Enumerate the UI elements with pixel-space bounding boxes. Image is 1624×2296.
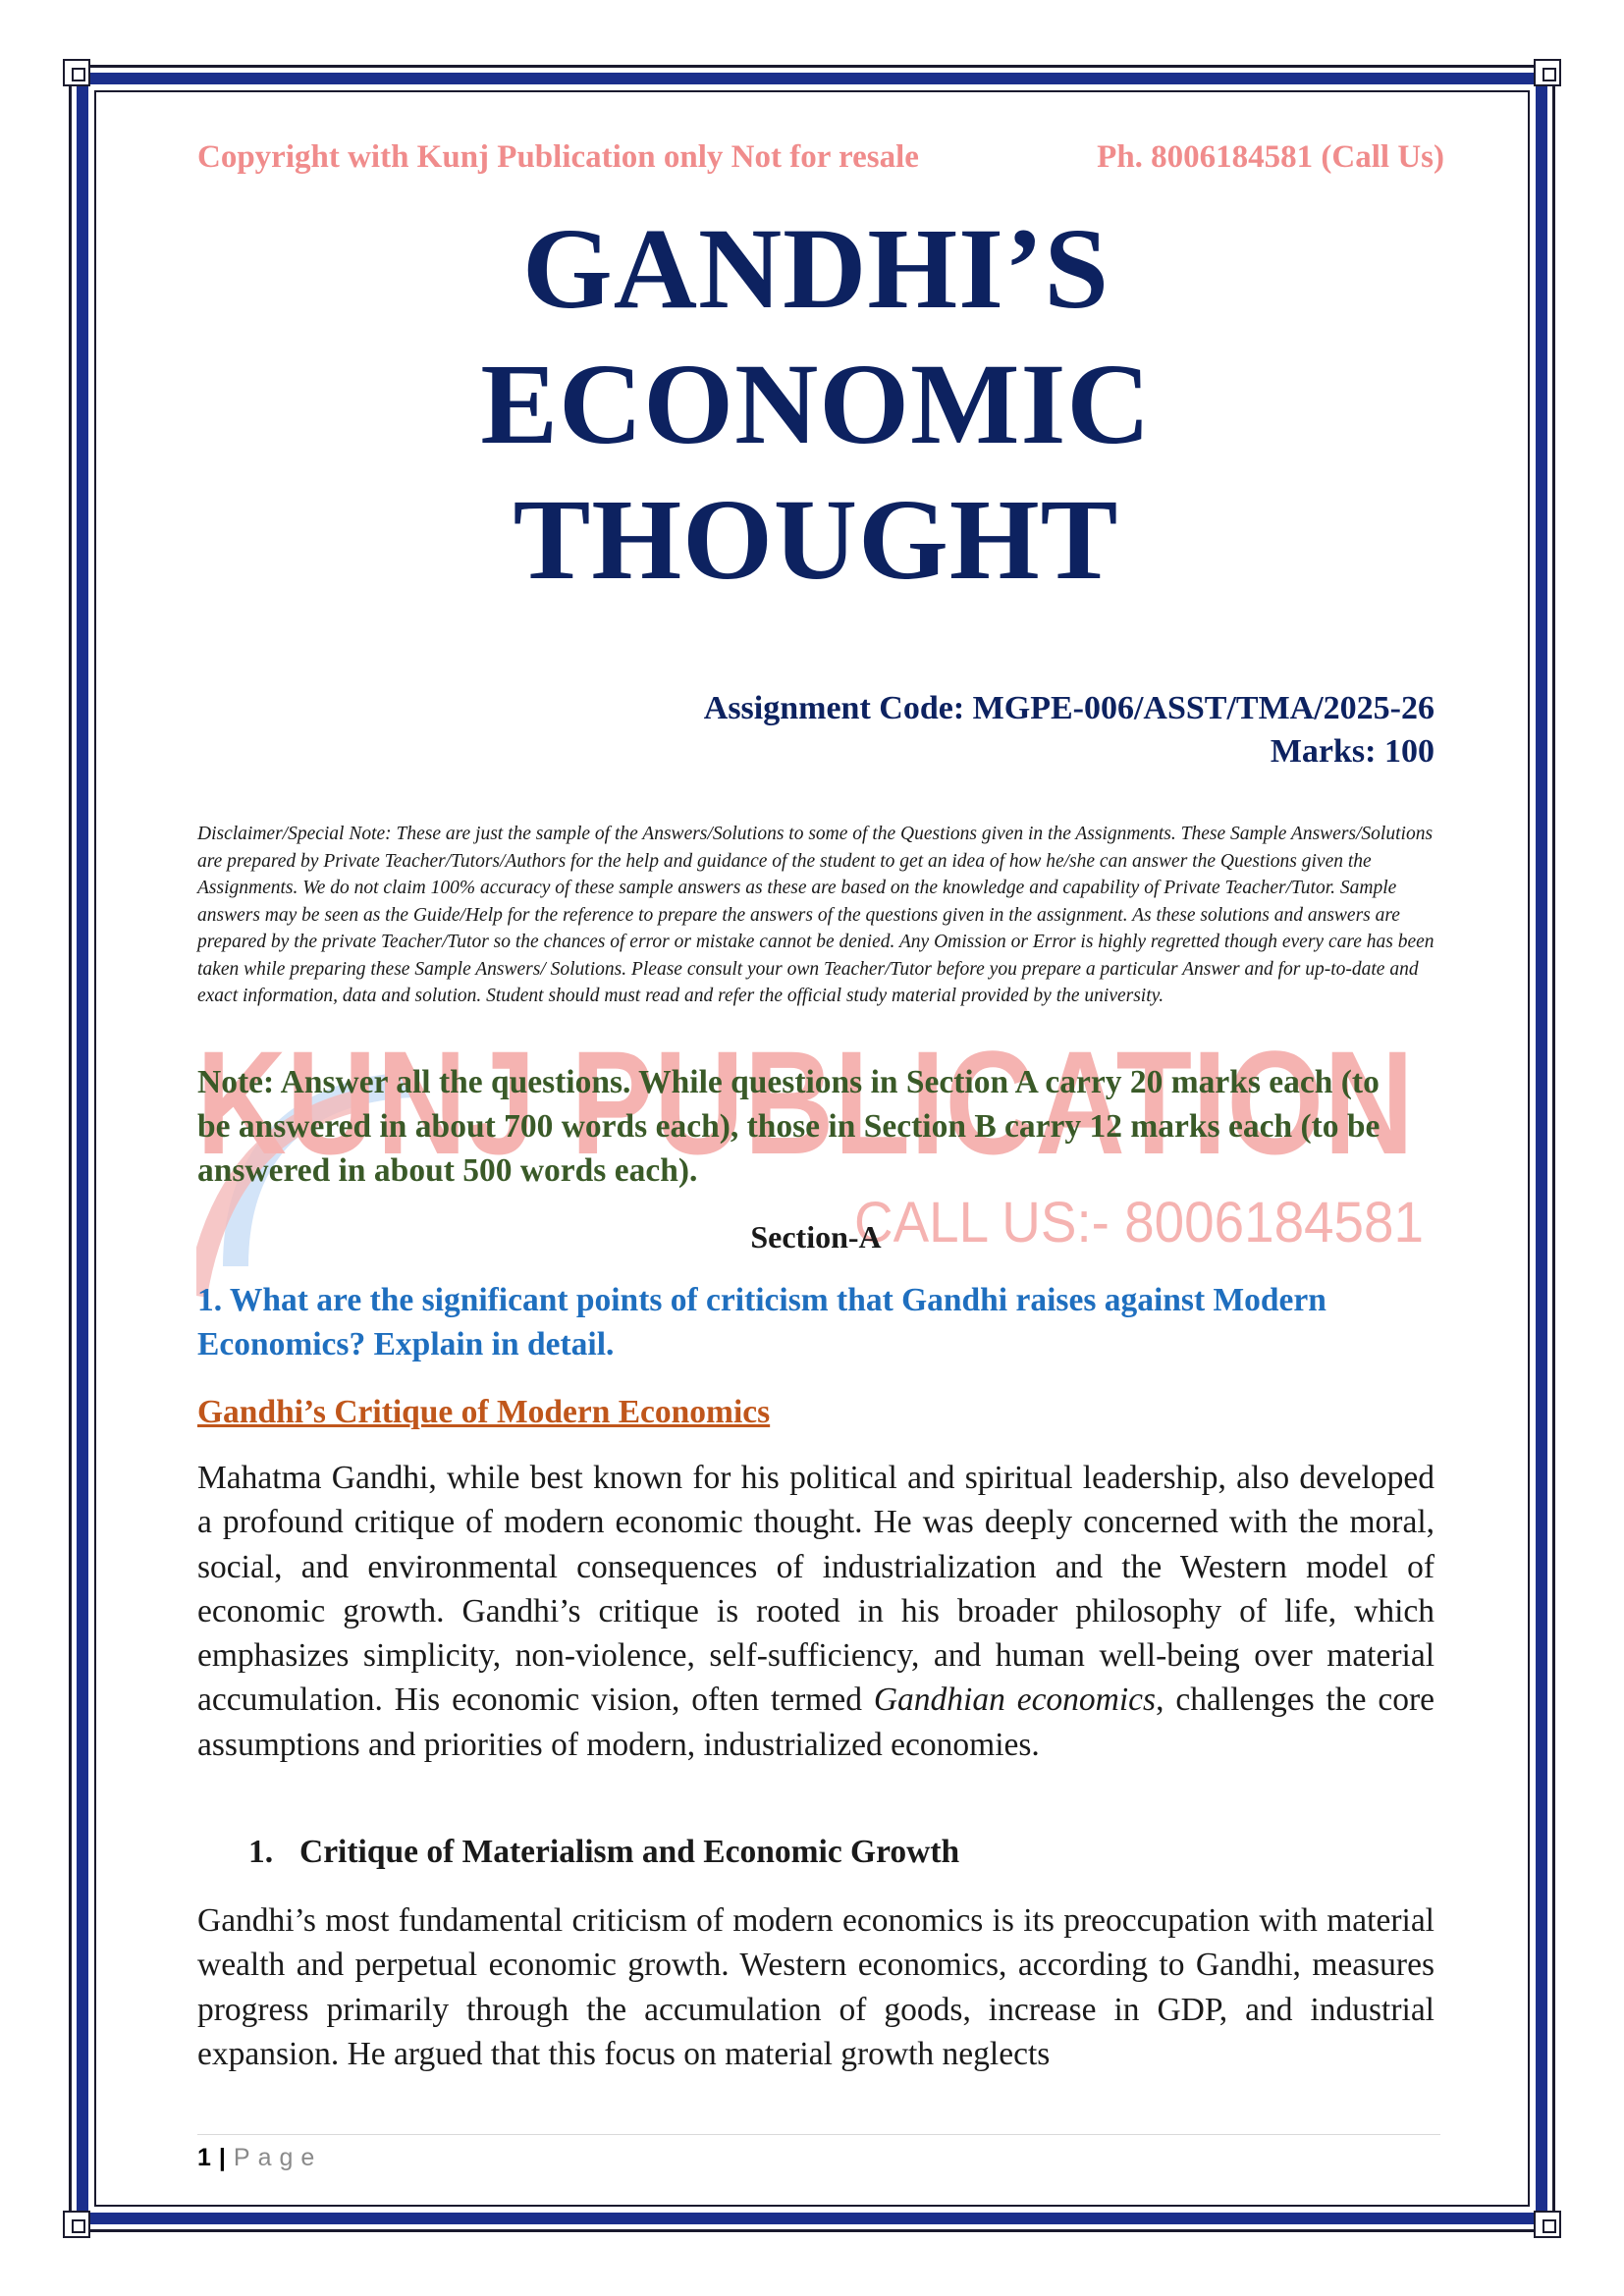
section-heading: Section-A	[750, 1219, 882, 1255]
subheading-number: 1.	[248, 1834, 274, 1870]
footer-divider	[197, 2134, 1440, 2135]
disclaimer-text: Disclaimer/Special Note: These are just the sample of the Answers/Solutions to some of the Questions given in the Assignments. These Sample Answers/Solutions are prepared by Private Teacher/Tutors/Authors for the help and guidance of the student to get an idea of how he/she can answer the Questions given the Assignments. We do not claim 100% accuracy of these sample answers as these are based on the knowledge and capability of Private Teacher/Tutor. Sample answers may be seen as the Guide/Help for the reference to prepare the answers of the questions given in the assignment. As these solutions and answers are prepared by the private Teacher/Tutor so the chances of error or mistake cannot be denied. Any Omission or Error is highly regretted though every care has been taken while preparing these Sample Answers/ Solutions. Please consult your own Teacher/Tutor before you prepare a particular Answer and for up-to-date and exact information, data and solution. Student should must read and refer the official study material provided by the university.	[197, 824, 1435, 1006]
copyright-header	[197, 139, 1444, 176]
assignment-marks: Marks: 100	[1270, 733, 1435, 770]
subheading-1	[248, 1834, 959, 1871]
contact-phone: Ph. 8006184581 (Call Us)	[1097, 139, 1444, 175]
document-title	[197, 201, 1435, 608]
intro-text-start: Mahatma Gandhi, while best known for his political and spiritual leadership, also developed a profound critique of modern economic thought. He was deeply concerned with the moral, social, and environmental consequences of industrialization and the Western model of economic growth. Gandhi’s critique is rooted in his broader philosophy of life, which emphasizes simplicity, non-violence, self-sufficiency, and human well-being over material accumulation. His economic vision, often termed	[197, 1460, 1435, 1719]
intro-text-end: , challenges the core assumptions and priorities of modern, industrialized economies.	[197, 1682, 1435, 1763]
page-footer	[197, 2144, 322, 2172]
page-label: Page	[233, 2144, 323, 2171]
footer-separator: |	[218, 2144, 226, 2171]
instructions-note: Note: Answer all the questions. While questions in Section A carry 20 marks each (to be answered in about 700 words each), those in Section B carry 12 marks each (to be answered in about 500 words each).	[197, 1064, 1380, 1189]
title-line-2: THOUGHT	[513, 475, 1119, 604]
svg-text:KUNJ PUBLICATION: KUNJ PUBLICATION	[196, 1031, 1414, 1185]
assignment-info	[197, 687, 1435, 774]
page-number: 1	[197, 2144, 211, 2171]
svg-text:CALL US:- 8006184581: CALL US:- 8006184581	[854, 1191, 1424, 1255]
body-paragraph: Gandhi’s most fundamental criticism of modern economics is its preoccupation with material wealth and perpetual economic growth. Western economics, according to Gandhi, measures progress primarily through the accumulation of goods, increase in GDP, and industrial expansion. He argued that this focus on material growth neglects	[197, 1902, 1435, 2072]
border-corner-bottom-left	[63, 2211, 90, 2238]
copyright-notice: Copyright with Kunj Publication only Not for resale	[197, 139, 919, 175]
border-corner-top-left	[63, 59, 90, 86]
border-corner-bottom-right	[1534, 2211, 1561, 2238]
border-corner-top-right	[1534, 59, 1561, 86]
intro-italic-term: Gandhian economics	[873, 1682, 1157, 1719]
assignment-code: Assignment Code: MGPE-006/ASST/TMA/2025-26	[703, 690, 1435, 726]
subheading-text: Critique of Materialism and Economic Growth	[299, 1834, 960, 1870]
intro-paragraph	[197, 1456, 1435, 1767]
question-1: 1. What are the significant points of criticism that Gandhi raises against Modern Economics? Explain in detail.	[197, 1282, 1326, 1362]
title-line-1: GANDHI’S ECONOMIC	[480, 204, 1152, 468]
answer-heading: Gandhi’s Critique of Modern Economics	[197, 1394, 771, 1430]
